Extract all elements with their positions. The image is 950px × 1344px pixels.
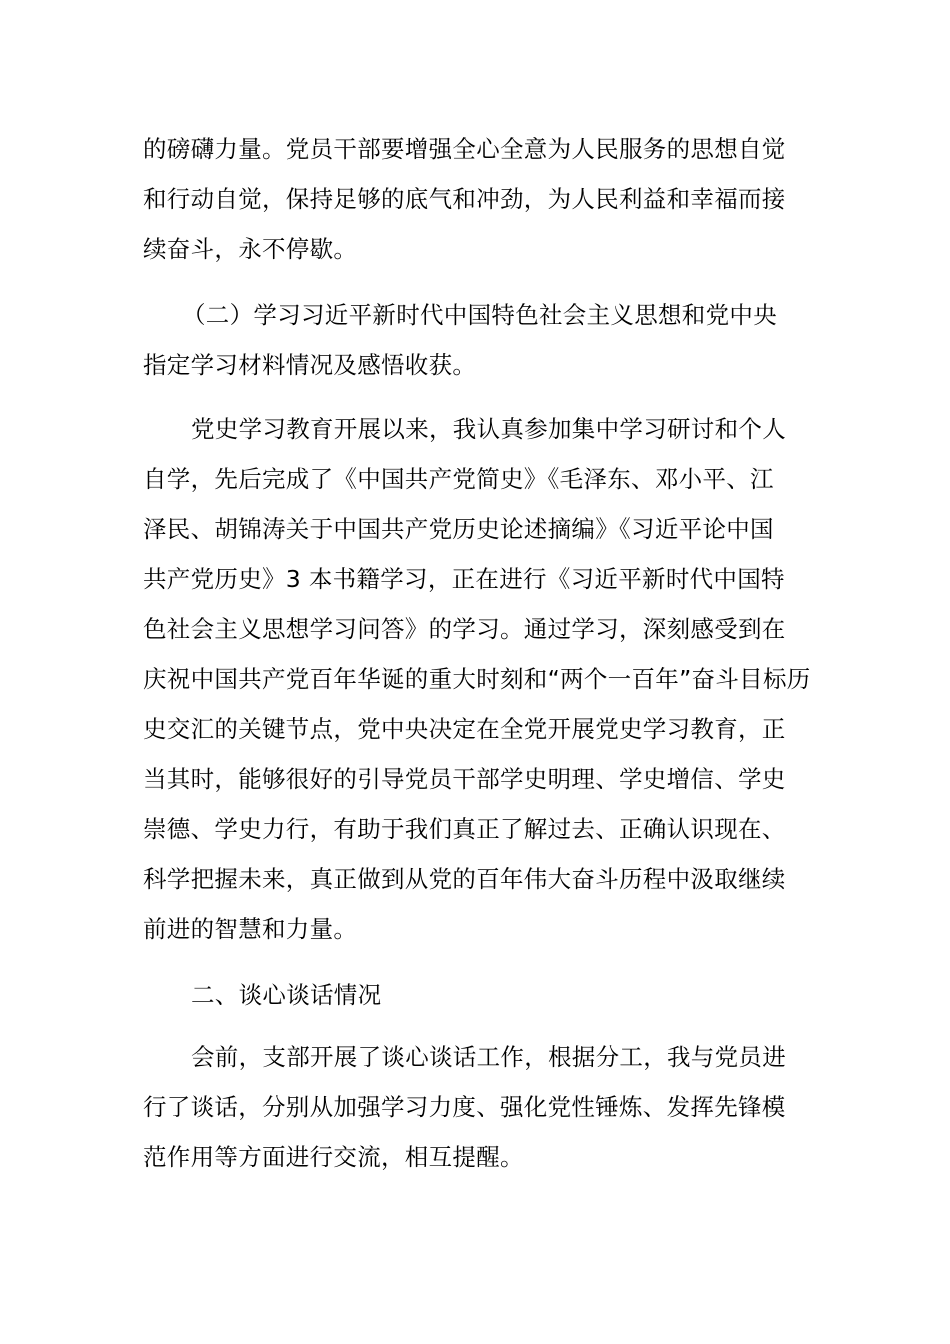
text-line: 共产党历史》3 本书籍学习，正在进行《习近平新时代中国特 <box>143 565 785 593</box>
text-line: 泽民、胡锦涛关于中国共产党历史论述摘编》《习近平论中国 <box>143 515 774 543</box>
text-line: 色社会主义思想学习问答》的学习。通过学习，深刻感受到在 <box>143 615 786 643</box>
text-line: 当其时，能够很好的引导党员干部学史明理、学史增信、学史 <box>143 765 786 793</box>
text-line: 续奋斗，永不停歇。 <box>143 235 358 263</box>
text-line: 庆祝中国共产党百年华诞的重大时刻和“两个一百年”奋斗目标历 <box>143 665 811 693</box>
text-line: 崇德、学史力行，有助于我们真正了解过去、正确认识现在、 <box>143 815 786 843</box>
text-line: 二、谈心谈话情况 <box>191 981 382 1009</box>
text-line: 的磅礴力量。党员干部要增强全心全意为人民服务的思想自觉 <box>143 135 786 163</box>
text-line: 和行动自觉，保持足够的底气和冲劲，为人民利益和幸福而接 <box>143 185 786 213</box>
text-line: 指定学习材料情况及感悟收获。 <box>143 351 477 379</box>
text-line: （二）学习习近平新时代中国特色社会主义思想和党中央 <box>182 301 777 329</box>
text-line: 党史学习教育开展以来，我认真参加集中学习研讨和个人 <box>191 415 786 443</box>
text-line: 范作用等方面进行交流，相互提醒。 <box>143 1143 524 1171</box>
text-line: 自学，先后完成了《中国共产党简史》《毛泽东、邓小平、江 <box>143 465 774 493</box>
text-line: 史交汇的关键节点，党中央决定在全党开展党史学习教育，正 <box>143 715 786 743</box>
text-line: 前进的智慧和力量。 <box>143 915 358 943</box>
text-line: 行了谈话，分别从加强学习力度、强化党性锤炼、发挥先锋模 <box>143 1093 786 1121</box>
text-line: 科学把握未来，真正做到从党的百年伟大奋斗历程中汲取继续 <box>143 865 786 893</box>
text-line: 会前，支部开展了谈心谈话工作，根据分工，我与党员进 <box>191 1043 786 1071</box>
